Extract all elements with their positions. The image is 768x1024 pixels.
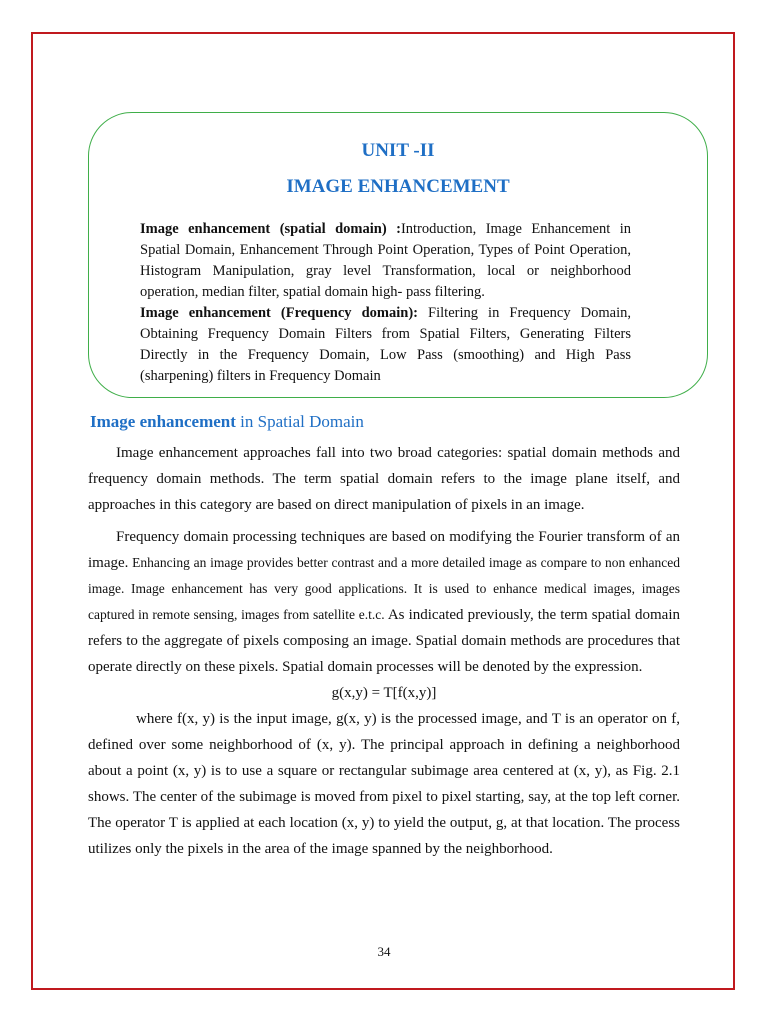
unit-number: UNIT -II (361, 140, 435, 161)
syllabus-text (140, 219, 631, 387)
syllabus-frequency-text: Filtering in Frequency Domain, Obtaining Frequency Domain Filters from Spatial Filters, Generating Filters Directly in the Frequency Domain, Low Pass (smoothing) and High Pass (sharpening) filters in Frequency Domain (140, 305, 631, 384)
syllabus-spatial (140, 219, 631, 303)
paragraph-2-start: Frequency domain processing techniques are based on modifying the Fourier transform of an image. (88, 529, 680, 571)
section-heading-bold: Image enhancement (90, 412, 236, 431)
section-heading (90, 412, 364, 432)
body-text (88, 440, 680, 862)
paragraph-1: Image enhancement approaches fall into two broad categories: spatial domain methods and frequency domain methods. The term spatial domain refers to the image plane itself, and approaches in this category are based on direct manipulation of pixels in an image. (88, 445, 680, 513)
paragraph-2-end: As indicated previously, the term spatial domain refers to the aggregate of pixels composing an image. Spatial domain methods are procedures that operate directly on these pixels. Spatial domain processes will be denoted by the expression. (88, 607, 680, 675)
equation: g(x,y) = T[f(x,y)] (331, 685, 437, 701)
syllabus-frequency (140, 303, 631, 387)
page-number: 34 (377, 944, 391, 959)
paragraph-2-small: Enhancing an image provides better contrast and a more detailed image as compare to non enhanced image. Image enhancement has very good applications. It is used to enhance medical images, images captured in remote sensing, images from satellite e.t.c. (88, 555, 680, 622)
syllabus-spatial-label: Image enhancement (spatial domain) : (140, 221, 401, 237)
paragraph-3: where f(x, y) is the input image, g(x, y) is the processed image, and T is an operator on f, defined over some neighborhood of (x, y). The principal approach in defining a neighborhood about a point (x, y) is to use a square or rectangular subimage area centered at (x, y), as Fig. 2.1 shows. The center of the subimage is moved from pixel to pixel starting, say, at the top left corner. The operator T is applied at each location (x, y) to yield the output, g, at that location. The process utilizes only the pixels in the area of the image spanned by the neighborhood. (88, 711, 680, 857)
paragraph-2 (88, 524, 680, 680)
section-heading-rest: in Spatial Domain (235, 412, 364, 431)
unit-title: IMAGE ENHANCEMENT (286, 176, 510, 197)
syllabus-frequency-label: Image enhancement (Frequency domain): (140, 305, 418, 321)
syllabus-spatial-text: Introduction, Image Enhancement in Spatial Domain, Enhancement Through Point Operation, Types of Point Operation, Histogram Manipulation, gray level Transformation, local or neighborhood operation, median filter, spatial domain high- pass filtering. (140, 221, 632, 300)
